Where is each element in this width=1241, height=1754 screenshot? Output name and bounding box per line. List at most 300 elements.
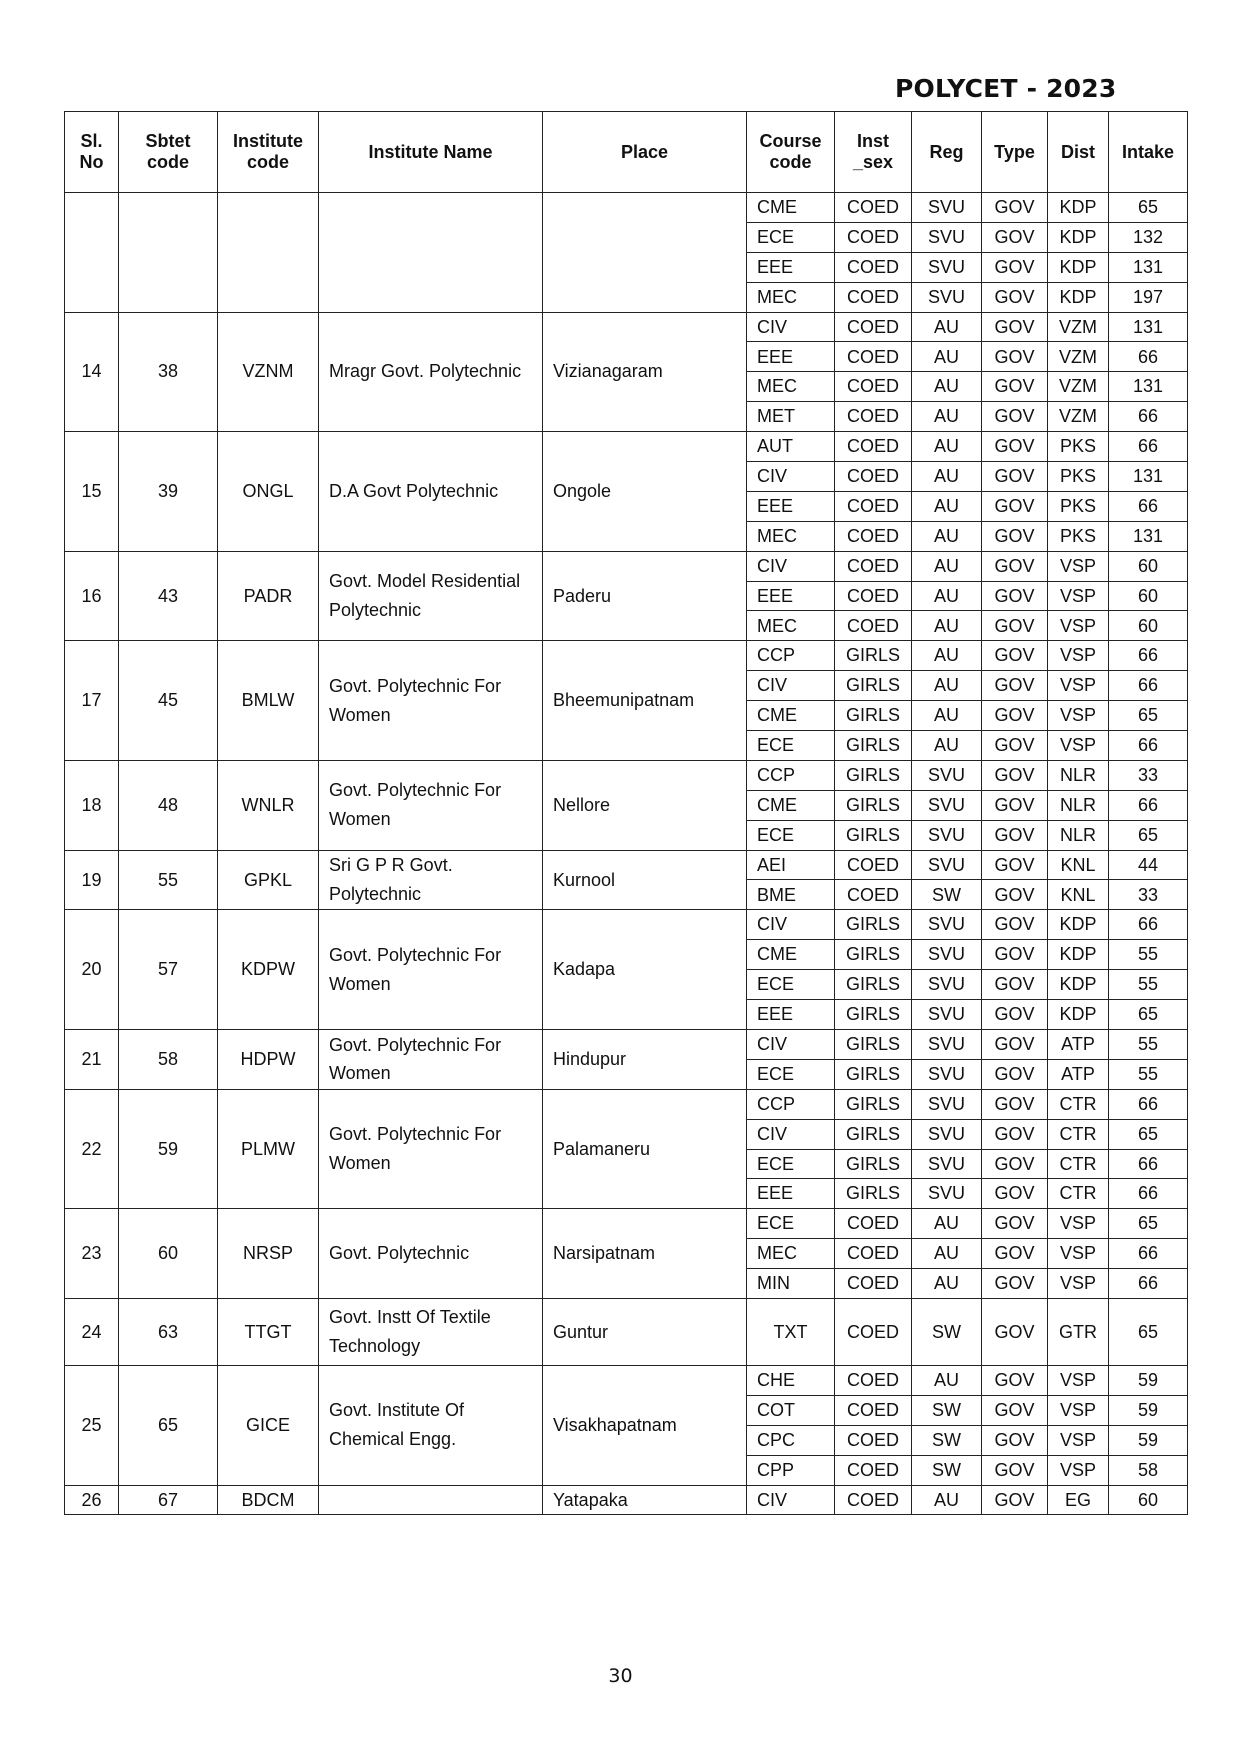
table-row (65, 1209, 1188, 1239)
inst-sex-cell: GIRLS (835, 1179, 912, 1209)
sl-no-cell: 23 (65, 1209, 119, 1299)
type-cell: GOV (982, 1000, 1048, 1030)
type-cell: GOV (982, 521, 1048, 551)
dist-cell: VZM (1048, 342, 1109, 372)
reg-cell: SVU (912, 1119, 982, 1149)
type-cell: GOV (982, 252, 1048, 282)
course-code-cell: MEC (747, 282, 835, 312)
intake-cell: 65 (1109, 701, 1188, 731)
sbtet-code-cell: 59 (119, 1089, 218, 1209)
table-row (65, 910, 1188, 940)
table-header-row (65, 112, 1188, 193)
type-cell: GOV (982, 193, 1048, 223)
dist-cell: VSP (1048, 671, 1109, 701)
sbtet-code-cell: 67 (119, 1485, 218, 1515)
course-code-cell: MEC (747, 521, 835, 551)
type-cell: GOV (982, 1269, 1048, 1299)
type-cell: GOV (982, 940, 1048, 970)
reg-cell: AU (912, 432, 982, 462)
course-code-cell: ECE (747, 1059, 835, 1089)
reg-cell: AU (912, 491, 982, 521)
inst-sex-cell: GIRLS (835, 641, 912, 671)
intake-cell: 65 (1109, 1119, 1188, 1149)
intake-cell: 65 (1109, 1209, 1188, 1239)
type-cell: GOV (982, 880, 1048, 910)
type-cell: GOV (982, 1089, 1048, 1119)
reg-cell: AU (912, 1365, 982, 1395)
dist-cell: VSP (1048, 1269, 1109, 1299)
institute-name-cell: D.A Govt Polytechnic (319, 432, 543, 552)
type-cell: GOV (982, 551, 1048, 581)
place-cell: Hindupur (543, 1029, 747, 1089)
reg-cell: AU (912, 312, 982, 342)
table-row (65, 432, 1188, 462)
course-code-cell: MEC (747, 372, 835, 402)
sl-no-cell: 16 (65, 551, 119, 641)
type-cell: GOV (982, 282, 1048, 312)
course-code-cell: EEE (747, 342, 835, 372)
reg-cell: SW (912, 1425, 982, 1455)
place-cell: Yatapaka (543, 1485, 747, 1515)
intake-cell: 65 (1109, 1298, 1188, 1365)
institute-name-cell: Sri G P R Govt. Polytechnic (319, 850, 543, 910)
course-code-cell: ECE (747, 970, 835, 1000)
reg-cell: AU (912, 342, 982, 372)
dist-cell: NLR (1048, 790, 1109, 820)
intake-cell: 66 (1109, 491, 1188, 521)
inst-sex-cell: COED (835, 551, 912, 581)
type-cell: GOV (982, 1209, 1048, 1239)
course-code-cell: MEC (747, 611, 835, 641)
intake-cell: 60 (1109, 581, 1188, 611)
dist-cell: VZM (1048, 402, 1109, 432)
type-cell: GOV (982, 611, 1048, 641)
reg-cell: SW (912, 1298, 982, 1365)
inst-sex-cell: COED (835, 1425, 912, 1455)
type-cell: GOV (982, 820, 1048, 850)
intake-cell: 66 (1109, 731, 1188, 761)
reg-cell: AU (912, 611, 982, 641)
institute-name-cell: Govt. Polytechnic (319, 1209, 543, 1299)
type-cell: GOV (982, 1455, 1048, 1485)
table-row (65, 551, 1188, 581)
reg-cell: SVU (912, 1179, 982, 1209)
intake-cell: 33 (1109, 880, 1188, 910)
reg-cell: SW (912, 880, 982, 910)
institute-name-cell: Mragr Govt. Polytechnic (319, 312, 543, 432)
reg-cell: SVU (912, 1089, 982, 1119)
reg-cell: AU (912, 671, 982, 701)
type-cell: GOV (982, 432, 1048, 462)
type-cell: GOV (982, 1149, 1048, 1179)
inst-sex-cell: COED (835, 581, 912, 611)
column-header-type: Type (982, 112, 1048, 193)
dist-cell: KDP (1048, 910, 1109, 940)
dist-cell: EG (1048, 1485, 1109, 1515)
page-number: 30 (608, 1665, 633, 1687)
dist-cell: KDP (1048, 193, 1109, 223)
course-code-cell: CME (747, 701, 835, 731)
dist-cell: CTR (1048, 1179, 1109, 1209)
intake-cell: 131 (1109, 462, 1188, 492)
sl-no-cell: 25 (65, 1365, 119, 1485)
institute-code-cell: NRSP (218, 1209, 319, 1299)
sbtet-code-cell: 38 (119, 312, 218, 432)
reg-cell: AU (912, 462, 982, 492)
intake-cell: 66 (1109, 1239, 1188, 1269)
inst-sex-cell: COED (835, 193, 912, 223)
intake-cell: 60 (1109, 611, 1188, 641)
course-code-cell: COT (747, 1395, 835, 1425)
dist-cell: VSP (1048, 1239, 1109, 1269)
institute-code-cell: GICE (218, 1365, 319, 1485)
dist-cell: VSP (1048, 1395, 1109, 1425)
intake-cell: 66 (1109, 1149, 1188, 1179)
course-code-cell: AEI (747, 850, 835, 880)
sbtet-code-cell: 58 (119, 1029, 218, 1089)
sbtet-code-cell: 57 (119, 910, 218, 1030)
inst-sex-cell: GIRLS (835, 790, 912, 820)
dist-cell: KDP (1048, 222, 1109, 252)
institute-code-cell: ONGL (218, 432, 319, 552)
intake-cell: 66 (1109, 342, 1188, 372)
course-code-cell: CCP (747, 1089, 835, 1119)
dist-cell: PKS (1048, 491, 1109, 521)
intake-cell: 66 (1109, 402, 1188, 432)
inst-sex-cell: COED (835, 282, 912, 312)
sl-no-cell: 22 (65, 1089, 119, 1209)
intake-cell: 55 (1109, 970, 1188, 1000)
place-cell: Visakhapatnam (543, 1365, 747, 1485)
dist-cell: NLR (1048, 760, 1109, 790)
institute-name-cell: Govt. Polytechnic For Women (319, 910, 543, 1030)
intake-cell: 55 (1109, 1059, 1188, 1089)
type-cell: GOV (982, 760, 1048, 790)
reg-cell: AU (912, 1239, 982, 1269)
institute-code-cell: TTGT (218, 1298, 319, 1365)
reg-cell: SVU (912, 790, 982, 820)
table-row (65, 641, 1188, 671)
sl-no-cell: 15 (65, 432, 119, 552)
institute-code-cell: PLMW (218, 1089, 319, 1209)
inst-sex-cell: COED (835, 611, 912, 641)
institute-code-cell: WNLR (218, 760, 319, 850)
place-cell: Palamaneru (543, 1089, 747, 1209)
sl-no-cell: 21 (65, 1029, 119, 1089)
type-cell: GOV (982, 1365, 1048, 1395)
inst-sex-cell: COED (835, 342, 912, 372)
sl-no-cell (65, 193, 119, 313)
reg-cell: SVU (912, 850, 982, 880)
inst-sex-cell: GIRLS (835, 940, 912, 970)
sl-no-cell: 19 (65, 850, 119, 910)
table-row (65, 1089, 1188, 1119)
institute-code-cell: VZNM (218, 312, 319, 432)
sbtet-code-cell: 60 (119, 1209, 218, 1299)
type-cell: GOV (982, 1298, 1048, 1365)
type-cell: GOV (982, 1119, 1048, 1149)
dist-cell: VSP (1048, 641, 1109, 671)
column-header-course-code: Course code (747, 112, 835, 193)
inst-sex-cell: COED (835, 222, 912, 252)
institute-name-cell: Govt. Instt Of Textile Technology (319, 1298, 543, 1365)
course-code-cell: CME (747, 940, 835, 970)
type-cell: GOV (982, 372, 1048, 402)
institute-code-cell: BDCM (218, 1485, 319, 1515)
dist-cell: GTR (1048, 1298, 1109, 1365)
place-cell: Kurnool (543, 850, 747, 910)
table-row (65, 312, 1188, 342)
type-cell: GOV (982, 1395, 1048, 1425)
intake-cell: 55 (1109, 1029, 1188, 1059)
institute-code-cell: HDPW (218, 1029, 319, 1089)
course-code-cell: BME (747, 880, 835, 910)
dist-cell: VSP (1048, 581, 1109, 611)
sl-no-cell: 14 (65, 312, 119, 432)
institute-name-cell: Govt. Polytechnic For Women (319, 760, 543, 850)
reg-cell: SVU (912, 1000, 982, 1030)
inst-sex-cell: COED (835, 850, 912, 880)
reg-cell: AU (912, 701, 982, 731)
dist-cell: KDP (1048, 1000, 1109, 1030)
course-code-cell: CCP (747, 760, 835, 790)
inst-sex-cell: GIRLS (835, 731, 912, 761)
dist-cell: PKS (1048, 462, 1109, 492)
institute-course-table (64, 111, 1188, 1515)
course-code-cell: CIV (747, 910, 835, 940)
intake-cell: 131 (1109, 312, 1188, 342)
inst-sex-cell: GIRLS (835, 1029, 912, 1059)
dist-cell: ATP (1048, 1029, 1109, 1059)
inst-sex-cell: COED (835, 312, 912, 342)
column-header-dist: Dist (1048, 112, 1109, 193)
type-cell: GOV (982, 1425, 1048, 1455)
institute-name-cell: Govt. Polytechnic For Women (319, 641, 543, 761)
sbtet-code-cell: 45 (119, 641, 218, 761)
course-code-cell: EEE (747, 1000, 835, 1030)
intake-cell: 60 (1109, 551, 1188, 581)
sbtet-code-cell: 39 (119, 432, 218, 552)
reg-cell: SVU (912, 820, 982, 850)
intake-cell: 55 (1109, 940, 1188, 970)
institute-name-cell: Govt. Institute Of Chemical Engg. (319, 1365, 543, 1485)
institute-code-cell: KDPW (218, 910, 319, 1030)
type-cell: GOV (982, 312, 1048, 342)
type-cell: GOV (982, 1059, 1048, 1089)
reg-cell: AU (912, 551, 982, 581)
type-cell: GOV (982, 701, 1048, 731)
sbtet-code-cell: 55 (119, 850, 218, 910)
dist-cell: CTR (1048, 1149, 1109, 1179)
institute-code-cell (218, 193, 319, 313)
sbtet-code-cell: 65 (119, 1365, 218, 1485)
dist-cell: VSP (1048, 1455, 1109, 1485)
dist-cell: ATP (1048, 1059, 1109, 1089)
dist-cell: VZM (1048, 312, 1109, 342)
intake-cell: 44 (1109, 850, 1188, 880)
intake-cell: 60 (1109, 1485, 1188, 1515)
reg-cell: SW (912, 1455, 982, 1485)
type-cell: GOV (982, 342, 1048, 372)
table-row (65, 193, 1188, 223)
institute-code-cell: GPKL (218, 850, 319, 910)
type-cell: GOV (982, 1239, 1048, 1269)
type-cell: GOV (982, 910, 1048, 940)
intake-cell: 65 (1109, 1000, 1188, 1030)
course-code-cell: ECE (747, 1209, 835, 1239)
course-code-cell: MEC (747, 1239, 835, 1269)
intake-cell: 65 (1109, 820, 1188, 850)
inst-sex-cell: COED (835, 1395, 912, 1425)
sbtet-code-cell: 48 (119, 760, 218, 850)
type-cell: GOV (982, 641, 1048, 671)
place-cell: Bheemunipatnam (543, 641, 747, 761)
reg-cell: SVU (912, 970, 982, 1000)
inst-sex-cell: GIRLS (835, 1000, 912, 1030)
intake-cell: 197 (1109, 282, 1188, 312)
intake-cell: 131 (1109, 521, 1188, 551)
institute-name-cell (319, 193, 543, 313)
dist-cell: KDP (1048, 940, 1109, 970)
sbtet-code-cell (119, 193, 218, 313)
dist-cell: VSP (1048, 1425, 1109, 1455)
place-cell: Ongole (543, 432, 747, 552)
course-code-cell: CIV (747, 462, 835, 492)
institute-code-cell: PADR (218, 551, 319, 641)
institute-name-cell (319, 1485, 543, 1515)
course-code-cell: CME (747, 193, 835, 223)
sl-no-cell: 20 (65, 910, 119, 1030)
dist-cell: VSP (1048, 1365, 1109, 1395)
intake-cell: 33 (1109, 760, 1188, 790)
course-code-cell: MIN (747, 1269, 835, 1299)
course-code-cell: MET (747, 402, 835, 432)
table-row (65, 850, 1188, 880)
inst-sex-cell: GIRLS (835, 1149, 912, 1179)
reg-cell: AU (912, 1269, 982, 1299)
dist-cell: VSP (1048, 551, 1109, 581)
course-code-cell: EEE (747, 581, 835, 611)
course-code-cell: CIV (747, 1119, 835, 1149)
inst-sex-cell: COED (835, 462, 912, 492)
dist-cell: KDP (1048, 282, 1109, 312)
type-cell: GOV (982, 222, 1048, 252)
intake-cell: 66 (1109, 1269, 1188, 1299)
column-header-inst-sex: Inst _sex (835, 112, 912, 193)
intake-cell: 131 (1109, 252, 1188, 282)
course-code-cell: CPC (747, 1425, 835, 1455)
inst-sex-cell: GIRLS (835, 1089, 912, 1119)
reg-cell: SVU (912, 1059, 982, 1089)
inst-sex-cell: COED (835, 1365, 912, 1395)
dist-cell: KDP (1048, 252, 1109, 282)
type-cell: GOV (982, 1485, 1048, 1515)
reg-cell: AU (912, 641, 982, 671)
dist-cell: PKS (1048, 521, 1109, 551)
course-code-cell: ECE (747, 820, 835, 850)
course-code-cell: EEE (747, 252, 835, 282)
inst-sex-cell: COED (835, 252, 912, 282)
dist-cell: CTR (1048, 1119, 1109, 1149)
inst-sex-cell: COED (835, 1239, 912, 1269)
reg-cell: SVU (912, 222, 982, 252)
intake-cell: 65 (1109, 193, 1188, 223)
table-row (65, 1029, 1188, 1059)
type-cell: GOV (982, 1029, 1048, 1059)
sl-no-cell: 26 (65, 1485, 119, 1515)
inst-sex-cell: GIRLS (835, 1059, 912, 1089)
course-code-cell: CIV (747, 551, 835, 581)
type-cell: GOV (982, 970, 1048, 1000)
inst-sex-cell: GIRLS (835, 970, 912, 1000)
dist-cell: VZM (1048, 372, 1109, 402)
intake-cell: 59 (1109, 1425, 1188, 1455)
reg-cell: AU (912, 581, 982, 611)
intake-cell: 66 (1109, 1089, 1188, 1119)
course-code-cell: AUT (747, 432, 835, 462)
inst-sex-cell: COED (835, 521, 912, 551)
reg-cell: SVU (912, 1029, 982, 1059)
place-cell: Kadapa (543, 910, 747, 1030)
type-cell: GOV (982, 491, 1048, 521)
dist-cell: KNL (1048, 880, 1109, 910)
intake-cell: 66 (1109, 1179, 1188, 1209)
institute-name-cell: Govt. Polytechnic For Women (319, 1089, 543, 1209)
place-cell: Paderu (543, 551, 747, 641)
type-cell: GOV (982, 1179, 1048, 1209)
dist-cell: VSP (1048, 611, 1109, 641)
column-header-sbtet-code: Sbtet code (119, 112, 218, 193)
reg-cell: SVU (912, 910, 982, 940)
type-cell: GOV (982, 581, 1048, 611)
course-code-cell: CIV (747, 1029, 835, 1059)
course-code-cell: CIV (747, 671, 835, 701)
type-cell: GOV (982, 402, 1048, 432)
dist-cell: NLR (1048, 820, 1109, 850)
course-code-cell: CCP (747, 641, 835, 671)
inst-sex-cell: COED (835, 402, 912, 432)
course-code-cell: EEE (747, 1179, 835, 1209)
dist-cell: CTR (1048, 1089, 1109, 1119)
reg-cell: AU (912, 1209, 982, 1239)
course-code-cell: TXT (747, 1298, 835, 1365)
intake-cell: 131 (1109, 372, 1188, 402)
reg-cell: SVU (912, 252, 982, 282)
place-cell: Nellore (543, 760, 747, 850)
table-row (65, 1485, 1188, 1515)
inst-sex-cell: GIRLS (835, 1119, 912, 1149)
place-cell: Narsipatnam (543, 1209, 747, 1299)
inst-sex-cell: COED (835, 1485, 912, 1515)
institute-name-cell: Govt. Polytechnic For Women (319, 1029, 543, 1089)
sbtet-code-cell: 63 (119, 1298, 218, 1365)
reg-cell: AU (912, 731, 982, 761)
type-cell: GOV (982, 850, 1048, 880)
institute-name-cell: Govt. Model Residential Polytechnic (319, 551, 543, 641)
intake-cell: 66 (1109, 641, 1188, 671)
table-row (65, 760, 1188, 790)
type-cell: GOV (982, 671, 1048, 701)
course-code-cell: ECE (747, 731, 835, 761)
place-cell: Vizianagaram (543, 312, 747, 432)
table-row (65, 1298, 1188, 1365)
inst-sex-cell: COED (835, 1269, 912, 1299)
sl-no-cell: 17 (65, 641, 119, 761)
sbtet-code-cell: 43 (119, 551, 218, 641)
course-code-cell: EEE (747, 491, 835, 521)
column-header-sl-no: Sl. No (65, 112, 119, 193)
dist-cell: VSP (1048, 1209, 1109, 1239)
